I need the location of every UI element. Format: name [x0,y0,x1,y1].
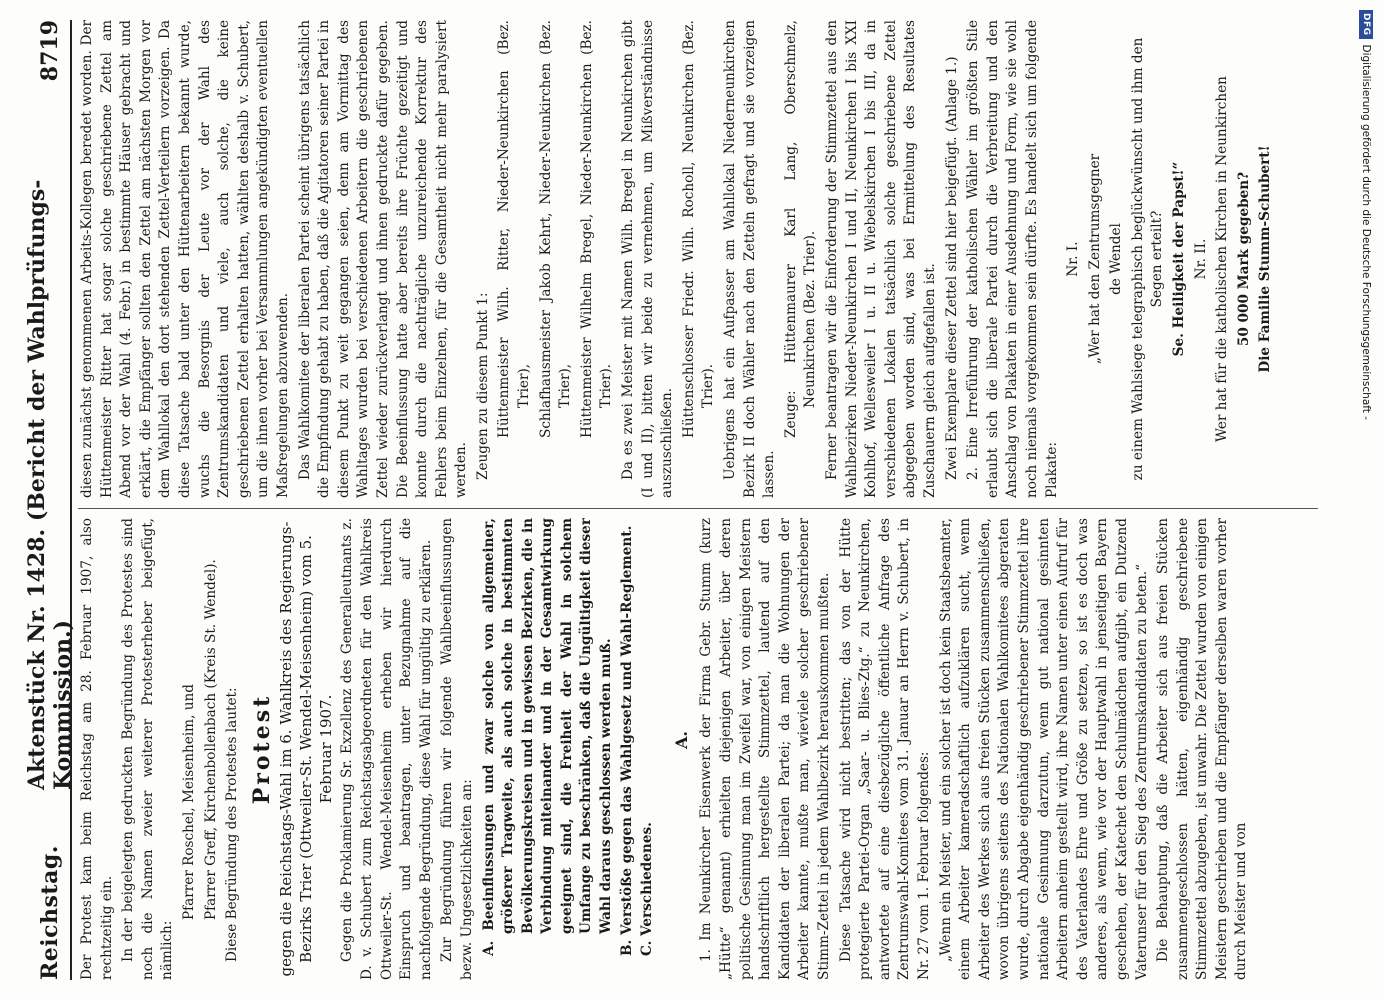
intro-paragraph-2: In der beigelegten gedruckten Begründung des Protestes sind noch die Namen zweier weiterer Protesterheber beigefügt, nämlich: [120,518,176,980]
column-divider [78,508,1318,509]
intro-paragraph-3: Diese Begründung des Protestes lautet: [224,687,241,962]
witness-3: Hüttenmeister Wilhelm Bregel, Nieder-Neunkirchen (Bez. Trier). [578,20,615,438]
witness-2: Schlafhausmeister Jakob Kehrt, Nieder-Neunkirchen (Bez. Trier), [537,20,574,438]
dfg-credit-label: Digitalisierung gefördert durch die Deutsche Forschungsgemeinschaft - [1360,44,1372,421]
placard-2-line-1: Wer hat für die katholischen Kirchen in Neunkirchen [1214,76,1231,442]
left-column [78,518,1318,980]
placard-2-label: Nr. II. [1192,238,1209,280]
header-reichstag: Reichstag. [37,845,63,980]
right-paragraph-7: 2. Eine Irreführung der katholischen Wähler im größten Stile erlaubt sich die liberale Partei durch die Verbreitung und den Anschlag von Plakaten in einer Ausdehnung und Form, wie sie wohl noch niemals vorgekommen sein dürfte. Es handelt sich um folgende Plakate: [965,20,1060,498]
protest-paragraph-2: Zur Begründung führen wir folgende Wahlbeeinflussungen bezw. Ungesetzlichkeiten an: [439,518,475,980]
protest-paragraph-1: Gegen die Proklamierung Sr. Exzellenz des Generalleutnants z. D. v. Schubert zum Reichstagsabgeordneten für den Wahlkreis Ottweiler-St. Wendel-Meisenheim erheben wir hierdurch Einspruch und beantragen, unter Bezugnahme auf die nachfolgende Begründung, diese Wahl für ungültig zu erklären. [339,518,434,980]
grounds-item-b: B. Verstöße gegen das Wahlgesetz und Wahl-Reglement. [618,525,635,956]
right-column [78,20,1318,498]
digitization-credit [1355,10,1377,990]
protest-subtitle: gegen die Reichstags-Wahl im 6. Wahlkreis des Regierungs-Bezirks Trier (Ottweiler-St. Wendel-Meisenheim) vom 5. Februar 1907. [277,521,336,977]
signer-2: Pfarrer Greff, Kirchenbollenbach (Kreis St. Wendel). [202,559,219,920]
witness-1: Hüttenmeister Wilh. Ritter, Nieder-Neunkirchen (Bez. Trier), [496,20,533,438]
grounds-item-a: A. Beeinflussungen und zwar solche von allgemeiner, größerer Tragweite, als auch solche in bestimmten Bevölkerungskreisen und in gewissen Bezirken, die in Verbindung miteinander und in der Gesamtwirkung geeignet sind, die Freiheit der Wahl in solchem Umfange zu beschränken, daß die Ungültigkeit dieser Wahl daraus geschlossen werden muß. [480,518,615,956]
right-paragraph-6: Zwei Exemplare dieser Zettel sind hier beigefügt. (Anlage 1.) [943,56,960,480]
page-header [24,20,76,980]
digitization-credit-text [1355,10,1377,990]
right-paragraph-3: Da es zwei Meister mit Namen Wilh. Bregel in Neunkirchen gibt (I und II), bitten wir beide zu vernehmen, um Mißverständnisse auszuschließen. [620,20,676,498]
placard-1-line-4: Se. Heiligkeit der Papst!“ [1171,161,1188,357]
right-paragraph-1: diesen zunächst genommenen Arbeits-Kollegen beredet worden. Der Hüttenmeister Ritter hat sogar solche geschriebene Zettel am Abend vor der Wahl (4. Febr.) in bestimmte Häuser gebracht und erklärt, die Empfänger sollten den Zettel am nächsten Morgen vor dem Wahllokal den dort stehenden Zettel-Verteilern vorzeigen. Da diese Tatsache bald unter den Hüttenarbeitern bekannt wurde, wuchs die Besorgnis der Leute vor der Wahl des Zentrumskandidaten und viele, auch solche, die keine geschriebenen Zettel erhalten hatten, wählten deshalb v. Schubert, um die ihnen vorher bei Versammlungen angekündigten eventuellen Maßregelungen abzuwenden. [79,20,291,498]
placard-1-line-3: zu einem Wahlsiege telegraphisch beglückwünscht und ihm den Segen erteilt? [1129,37,1166,481]
right-paragraph-4: Uebrigens hat ein Aufpasser am Wahllokal Niederneunkirchen Bezirk II doch Wähler nach den Zetteln gefragt und sie vorzeigen lassen. [722,20,778,498]
placard-2-line-3: Die Familie Stumm-Schubert! [1257,145,1274,373]
right-paragraph-2: Das Wahlkomitee der liberalen Partei scheint übrigens tatsächlich die Empfindung gehabt zu haben, daß die Agitatoren seiner Partei in diesem Punkt zu weit gegangen seien, denn am Vormittag des Wahltages wurden bei verschiedenen Arbeitern die geschriebenen Zettel wieder zurückverlangt und ihnen gedruckte dafür gegeben. Die Beeinflussung hatte aber bereits ihre Früchte gezeitigt und konnte durch die nachträgliche unzureichende Korrektur des Fehlers beim Einzelnen, für die Gesamtheit nicht mehr paralysiert werden. [296,20,470,498]
protest-paragraph-3: 1. Im Neunkircher Eisenwerk der Firma Gebr. Stumm (kurz „Hütte“ genannt) erhielten diejenigen Arbeiter, über deren politische Gesinnung man im Zweifel war, von einigen Meistern handschriftlich hergestellte Stimmzettel, lautend auf den Kandidaten der liberalen Partei; da man die Wohnungen der Arbeiter kannte, mußte man, wieviele solcher geschriebener Stimm-Zettel in jedem Wahlbezirk herauskommen mußten. [698,518,832,980]
witness-intro: Zeugen zu diesem Punkt 1: [474,292,491,480]
grounds-item-c: C. Verschiedenes. [639,822,656,956]
dfg-logo: DFG [1359,10,1373,39]
page-number: 8719 [37,20,63,82]
witness-5: Zeuge: Hüttenmaurer Karl Lang, Oberschmelz, Neunkirchen (Bez. Trier). [782,20,819,438]
intro-paragraph-1: Der Protest kam beim Reichstag am 28. Februar 1907, also rechtzeitig ein. [79,518,115,980]
protest-title: Protest [248,693,275,805]
signer-1: Pfarrer Roschel, Meisenheim, und [180,684,197,920]
witness-4: Hüttenschlosser Friedr. Wilh. Rocholl, Neunkirchen (Bez. Trier). [680,20,717,438]
grounds-list [480,518,658,956]
header-aktenstueck: Aktenstück Nr. 1428. (Bericht der Wahlprüfungs-Kommission.) [24,179,76,790]
protest-paragraph-5: „Wenn ein Meister, und ein solcher ist doch kein Staatsbeamter, einem Arbeiter kameradschaftlich aufzuklären sucht, wenn Arbeiter des Werkes sich aus freien Stücken zusammenschließen, wovon übrigens seitens des Nationalen Wahlkomitees abgeraten wurde, durch Abgabe eigenhändig geschriebener Stimmzettel ihre nationale Gesinnung darzutun, wenn gut national gesinnten Arbeitern anheim gestellt wird, ihre Namen unter einen Aufruf für des Vaterlandes Ehre und Größe zu setzen, so ist es doch was anderes, als wenn, wie vor der Hauptwahl in jenseitigen Bayern geschehen, der Katechet den Schulmädchen aufgibt, ein Dutzend Vaterunser für den Sieg des Zentrumskandidaten zu beten.“ [937,518,1150,980]
rotated-page-content [24,20,1330,980]
section-heading-a: A. [671,731,691,749]
placard-1-line-1: „Wer hat den Zentrumsgegner [1086,153,1103,365]
right-paragraph-5: Ferner beantragen wir die Einforderung der Stimmzettel aus den Wahlbezirken Nieder-Neunkirchen I und II, Neunkirchen I bis XXI Kohlhof, Wellesweiler I u. II u. Wiebelskirchen I bis III, da in verschiedenen Lokalen tatsächlich solche geschriebene Zettel abgegeben worden sind, was bei Ermittelung des Resultates Zuschauern gleich aufgefallen ist. [823,20,938,498]
placard-1-line-2: de Wendel [1108,223,1125,295]
placard-2-line-2: 50 000 Mark gegeben? [1235,171,1252,347]
protest-paragraph-4: Diese Tatsache wird nicht bestritten; das von der Hütte protegierte Partei-Organ „Saar- u. Blies-Ztg.“ zu Neunkirchen, antwortete auf eine diesbezügliche öffentliche Anfrage des Zentrumswahl-Komitees vom 31. Januar an Herrn v. Schubert, in Nr. 27 vom 1. Februar folgendes: [837,518,932,980]
placard-1-label: Nr. I. [1065,241,1082,277]
protest-paragraph-6: Die Behauptung, daß die Arbeiter sich aus freien Stücken zusammengeschlossen hätten, eigenhändig geschriebene Stimmzettel abzugeben, ist unwahr. Die Zettel wurden von einigen Meistern geschrieben und die Empfänger derselben waren vorher durch Meister und von [1155,518,1250,980]
